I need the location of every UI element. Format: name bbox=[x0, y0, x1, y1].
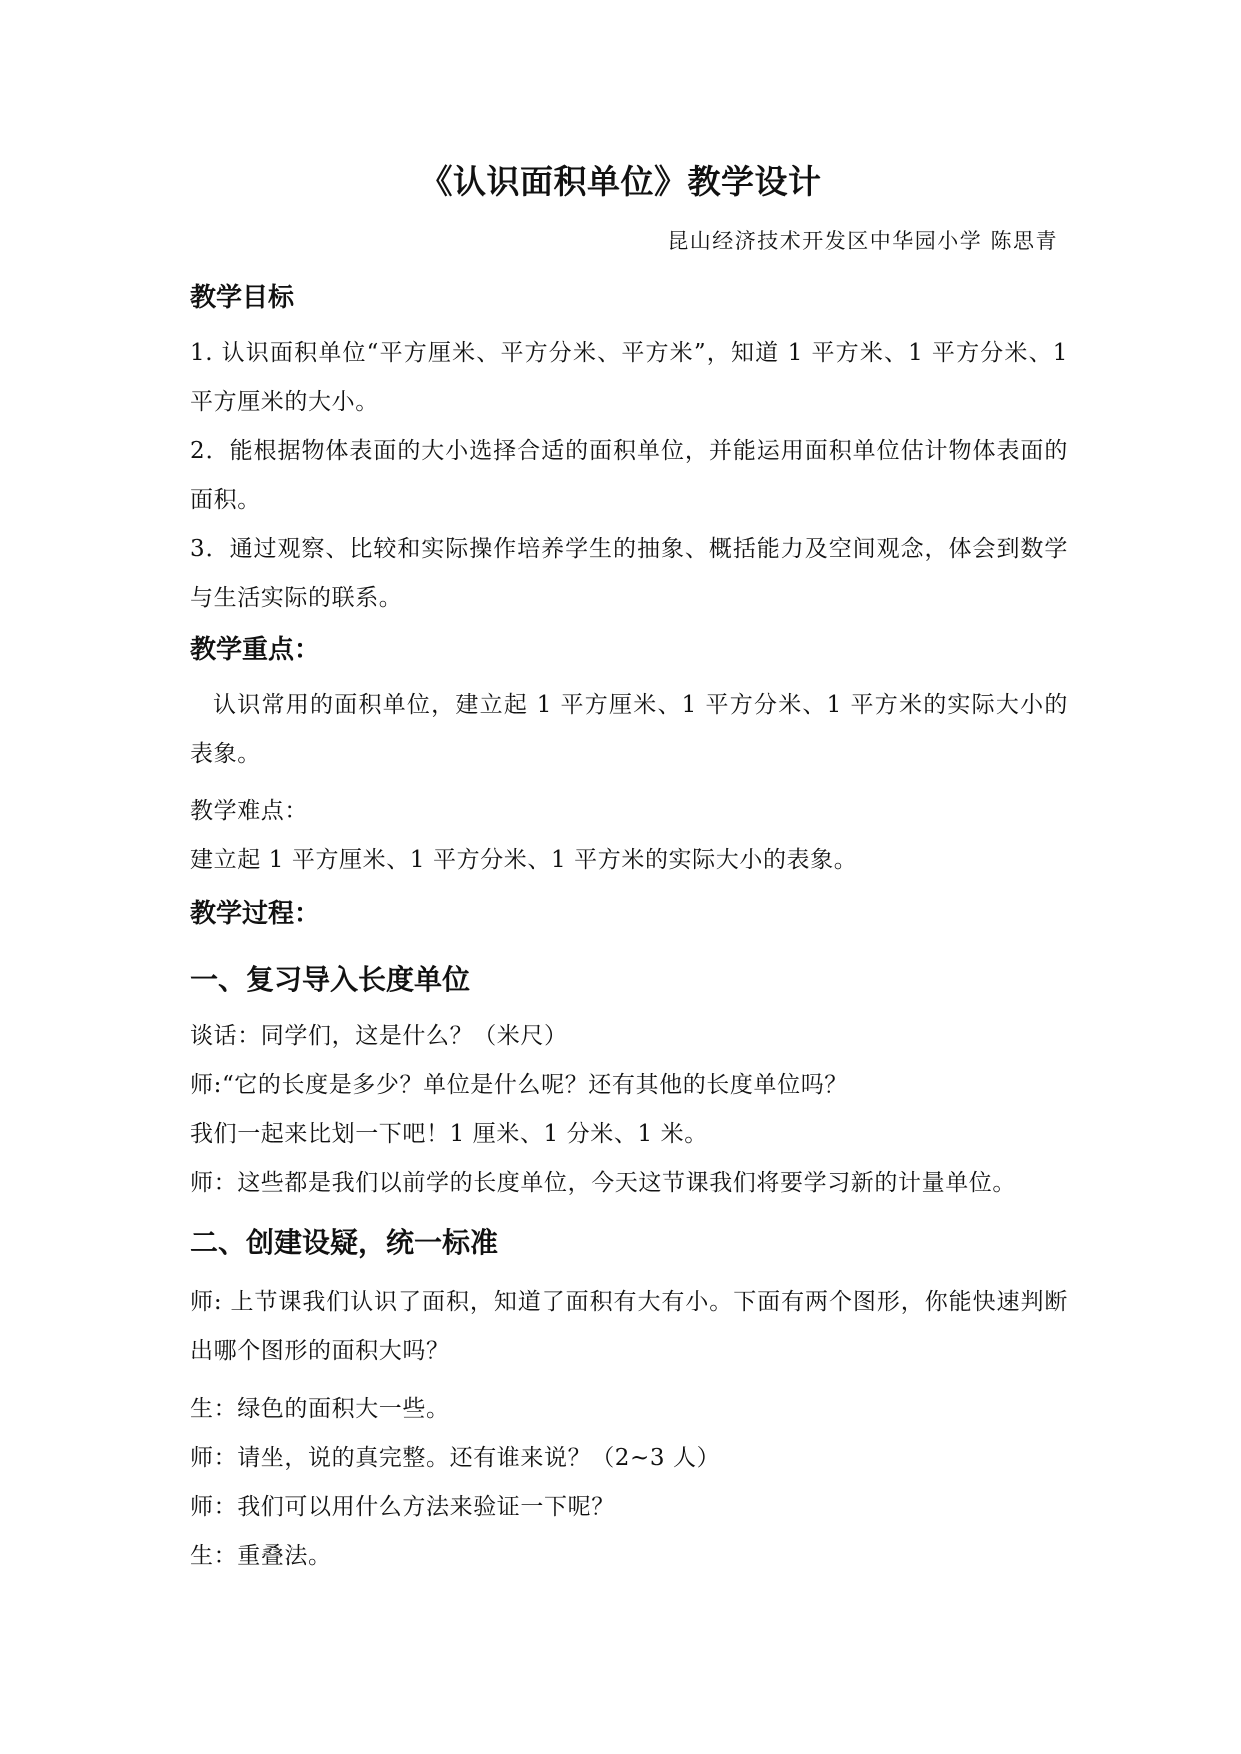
part2-line: 生：绿色的面积大一些。 bbox=[190, 1396, 450, 1422]
part2-line: 生：重叠法。 bbox=[190, 1543, 332, 1569]
part1-line: 师：这些都是我们以前学的长度单位，今天这节课我们将要学习新的计量单位。 bbox=[190, 1170, 1016, 1196]
objective-item: 3．通过观察、比较和实际操作培养学生的抽象、概括能力及空间观念，体会到数学与生活实际的联系。 bbox=[190, 536, 1068, 611]
process-heading: 教学过程： bbox=[190, 899, 321, 929]
objectives-list bbox=[190, 329, 1068, 623]
part2-line: 师：我们可以用什么方法来验证一下呢？ bbox=[190, 1494, 615, 1520]
objectives-heading: 教学目标 bbox=[190, 283, 295, 313]
part1-line: 谈话：同学们，这是什么？（米尺） bbox=[190, 1023, 568, 1049]
part1-heading: 一、复习导入长度单位 bbox=[190, 963, 471, 996]
difficulty-label: 教学难点： bbox=[190, 798, 308, 824]
part2-paragraph: 师: 上节课我们认识了面积，知道了面积有大有小。下面有两个图形，你能快速判断出哪个图形的面积大吗？ bbox=[190, 1289, 1068, 1364]
objective-item: 2．能根据物体表面的大小选择合适的面积单位，并能运用面积单位估计物体表面的面积。 bbox=[190, 438, 1068, 513]
document-title: 《认识面积单位》教学设计 bbox=[419, 162, 822, 201]
key-points-block bbox=[190, 681, 1068, 779]
part2-paragraph-block bbox=[190, 1278, 1068, 1376]
part2-line: 师：请坐，说的真完整。还有谁来说？（2~3 人） bbox=[190, 1445, 721, 1471]
key-points-text: 认识常用的面积单位，建立起 1 平方厘米、1 平方分米、1 平方米的实际大小的表象。 bbox=[190, 692, 1068, 767]
part1-line: 师:“它的长度是多少？单位是什么呢？还有其他的长度单位吗？ bbox=[190, 1072, 848, 1098]
difficulty-text: 建立起 1 平方厘米、1 平方分米、1 平方米的实际大小的表象。 bbox=[190, 847, 858, 873]
objective-item: 1. 认识面积单位“平方厘米、平方分米、平方米”，知道 1 平方米、1 平方分米、1 平方厘米的大小。 bbox=[190, 340, 1068, 415]
document-author: 昆山经济技术开发区中华园小学 陈思青 bbox=[667, 229, 1058, 253]
key-points-heading: 教学重点： bbox=[190, 635, 321, 665]
part2-heading: 二、创建设疑，统一标准 bbox=[190, 1226, 499, 1259]
part1-line: 我们一起来比划一下吧！1 厘米、1 分米、1 米。 bbox=[190, 1121, 708, 1147]
